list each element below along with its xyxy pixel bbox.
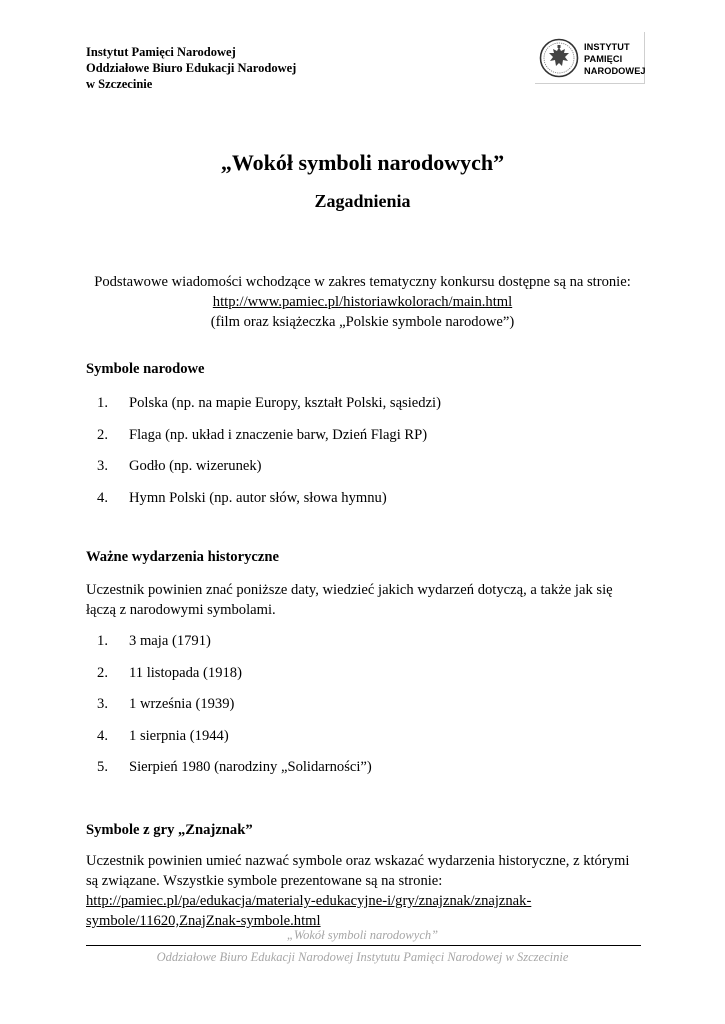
list-item: 1. 3 maja (1791)	[97, 633, 211, 649]
historical-events-paragraph	[86, 580, 646, 620]
logo-line-1: INSTYTUT	[584, 42, 630, 52]
section-heading-national-symbols: Symbole narodowe	[86, 361, 205, 377]
section-heading-znajznak-symbols: Symbole z gry „Znajznak”	[86, 822, 253, 838]
list-item: 2. Flaga (np. układ i znaczenie barw, Dzień Flagi RP)	[97, 426, 428, 443]
footer-title: „Wokół symboli narodowych”	[286, 928, 439, 942]
paragraph-line: Uczestnik powinien znać poniższe daty, wiedzieć jakich wydarzeń dotyczą, a także jak się	[86, 582, 613, 598]
list-item: 1. Polska (np. na mapie Europy, kształt Polski, sąsiedzi)	[97, 395, 441, 411]
list-item: 3. 1 września (1939)	[97, 696, 235, 713]
logo-line-2: PAMIĘCI	[584, 54, 623, 64]
list-item: 4. Hymn Polski (np. autor słów, słowa hymnu)	[97, 489, 387, 506]
footer-organization: Oddziałowe Biuro Edukacji Narodowej Instytutu Pamięci Narodowej w Szczecinie	[156, 950, 569, 964]
znajznak-paragraph	[86, 851, 646, 931]
list-item: 4. 1 sierpnia (1944)	[97, 727, 229, 744]
list-item: 2. 11 listopada (1918)	[97, 664, 242, 681]
paragraph-line: Uczestnik powinien umieć nazwać symbole oraz wskazać wydarzenia historyczne, z którymi	[86, 853, 630, 869]
organization-header	[86, 44, 296, 92]
logo-text	[584, 41, 646, 77]
footer-divider	[86, 945, 641, 946]
org-line-1: Instytut Pamięci Narodowej	[86, 45, 236, 59]
eagle-emblem-icon	[539, 38, 579, 78]
section-heading-historical-events: Ważne wydarzenia historyczne	[86, 549, 279, 565]
document-title: „Wokół symboli narodowych”	[220, 150, 505, 175]
list-item: 5. Sierpień 1980 (narodziny „Solidarności”)	[97, 759, 372, 776]
list-item: 3. Godło (np. wizerunek)	[97, 458, 262, 475]
historical-events-list	[86, 631, 372, 789]
paragraph-line: są związane. Wszystkie symbole prezentowane są na stronie:	[86, 873, 443, 889]
org-line-2: Oddziałowe Biuro Edukacji Narodowej	[86, 61, 297, 75]
paragraph-line: łączą z narodowymi symbolami.	[86, 602, 276, 618]
intro-note: (film oraz książeczka „Polskie symbole narodowe”)	[210, 314, 515, 330]
national-symbols-list	[86, 393, 441, 519]
document-subtitle: Zagadnienia	[314, 191, 411, 211]
intro-paragraph	[0, 272, 725, 332]
logo-line-3: NARODOWEJ	[584, 66, 646, 76]
znajznak-link-line-2[interactable]: symbole/11620,ZnajZnak-symbole.html	[86, 913, 321, 929]
org-line-3: w Szczecinie	[86, 77, 153, 91]
ipn-logo	[535, 32, 645, 84]
znajznak-link-line-1[interactable]: http://pamiec.pl/pa/edukacja/materialy-edukacyjne-i/gry/znajznak/znajznak-	[86, 893, 532, 909]
intro-line: Podstawowe wiadomości wchodzące w zakres tematyczny konkursu dostępne są na stronie:	[94, 274, 631, 290]
intro-link[interactable]: http://www.pamiec.pl/historiawkolorach/main.html	[212, 294, 513, 310]
